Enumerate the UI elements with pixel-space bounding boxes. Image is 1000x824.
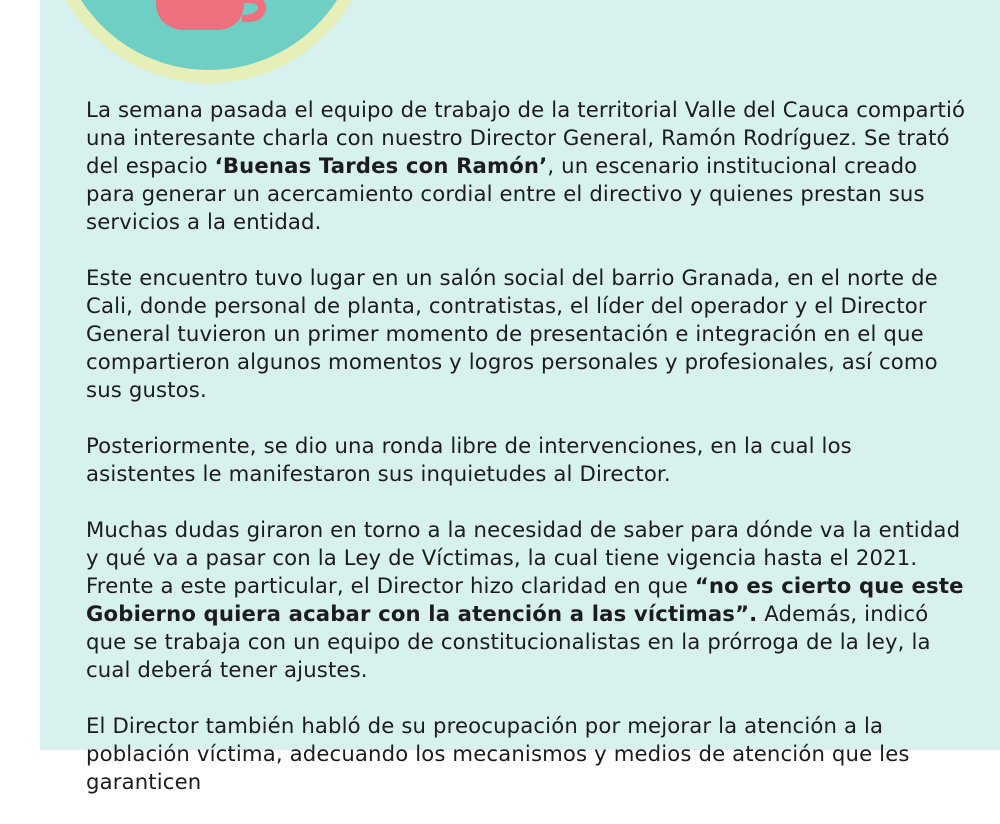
paragraph-5: El Director también habló de su preocupación por mejorar la atención a la población víctima, adecuando los mecanismos y medios de atención que les garanticen [86, 713, 910, 794]
paragraph-1-text-end: , un escenario institucional creado para generar un acercamiento cordial entre el directivo y quienes prestan sus servicios a la entidad. [86, 153, 925, 234]
paragraph-1 [86, 96, 966, 236]
paragraph-1-text: La semana pasada el equipo de trabajo de la territorial Valle del Cauca compartió una interesante charla con nuestro Director General, Ramón Rodríguez. Se trató del espacio [86, 97, 966, 178]
article-body [86, 96, 966, 824]
director-quote-bold: “no es cierto que este Gobierno quiera acabar con la atención a las víctimas”. [86, 573, 964, 626]
paragraph-3: Posteriormente, se dio una ronda libre de intervenciones, en la cual los asistentes le manifestaron sus inquietudes al Director. [86, 433, 852, 486]
paragraph-2: Este encuentro tuvo lugar en un salón social del barrio Granada, en el norte de Cali, donde personal de planta, contratistas, el líder del operador y el Director General tuvieron un primer momento de presentación e integración en el que compartieron algunos momentos y logros personales y profesionales, así como sus gustos. [86, 265, 938, 402]
paragraph-4-text-end: Además, indicó que se trabaja con un equipo de constitucionalistas en la prórroga de la ley, la cual deberá tener ajustes. [86, 601, 931, 682]
paragraph-4 [86, 516, 966, 684]
event-name-bold: ‘Buenas Tardes con Ramón’ [214, 153, 548, 178]
paragraph-4-text: Muchas dudas giraron en torno a la necesidad de saber para dónde va la entidad y qué va a pasar con la Ley de Víctimas, la cual tiene vigencia hasta el 2021. Frente a este particular, el Director hizo claridad en que [86, 517, 961, 598]
